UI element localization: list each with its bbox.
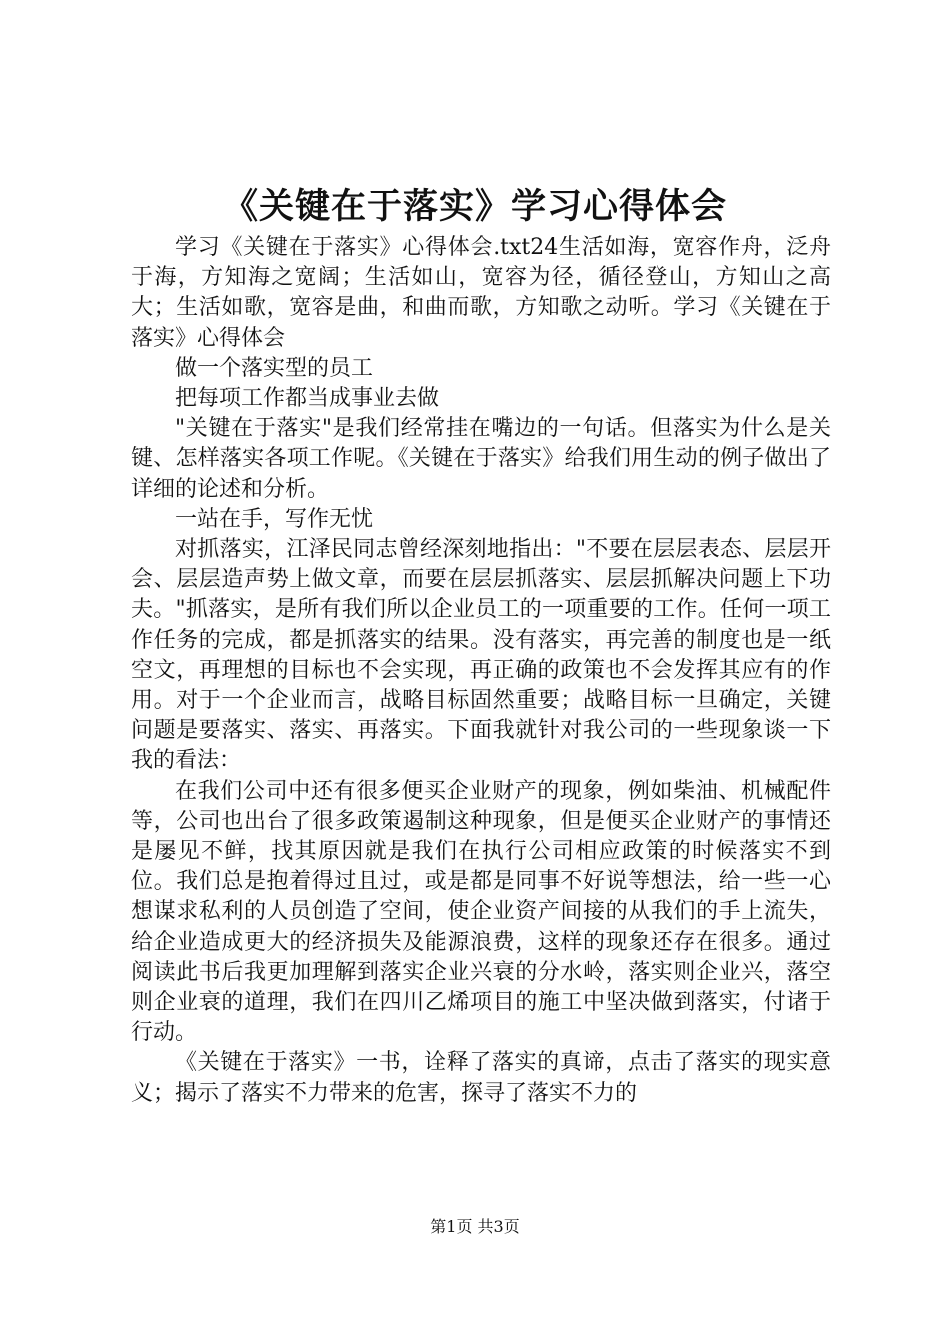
paragraph-intro: 学习《关键在于落实》心得体会.txt24生活如海，宽容作舟，泛舟于海，方知海之宽阔；生活如山，宽容为径，循径登山，方知山之高大；生活如歌，宽容是曲，和曲而歌，方知歌之动听。学习《关键在于落实》心得体会 [131,235,831,351]
paragraph-heading-employee: 做一个落实型的员工 [175,355,374,381]
paragraph-slogan: 一站在手，写作无忧 [175,506,374,532]
document-body [131,233,831,1109]
paragraph-heading-career: 把每项工作都当成事业去做 [175,386,440,412]
page-footer: 第1页 共3页 [430,1217,520,1236]
document-title: 《关键在于落实》学习心得体会 [222,187,727,227]
paragraph-book-summary: 《关键在于落实》一书，诠释了落实的真谛，点击了落实的现实意义；揭示了落实不力带来的危害，探寻了落实不力的 [131,1050,831,1106]
paragraph-company-phenomenon: 在我们公司中还有很多便买企业财产的现象，例如柴油、机械配件等，公司也出台了很多政策遏制这种现象，但是便买企业财产的事情还是屡见不鲜，找其原因就是我们在执行公司相应政策的时候落实不到位。我们总是抱着得过且过，或是都是同事不好说等想法，给一些一心想谋求私利的人员创造了空间，使企业资产间接的从我们的手上流失，给企业造成更大的经济损失及能源浪费，这样的现象还存在很多。通过阅读此书后我更加理解到落实企业兴衰的分水岭，落实则企业兴，落空则企业衰的道理，我们在四川乙烯项目的施工中坚决做到落实，付诸于行动。 [131,778,831,1046]
paragraph-quote: 对抓落实，江泽民同志曾经深刻地指出："不要在层层表态、层层开会、层层造声势上做文章，而要在层层抓落实、层层抓解决问题上下功夫。"抓落实，是所有我们所以企业员工的一项重要的工作。任何一项工作任务的完成，都是抓落实的结果。没有落实，再完善的制度也是一纸空文，再理想的目标也不会实现，再正确的政策也不会发挥其应有的作用。对于一个企业而言，战略目标固然重要；战略目标一旦确定，关键问题是要落实、落实、再落实。下面我就针对我公司的一些现象谈一下我的看法： [131,537,831,774]
paragraph-key-is-implementation: "关键在于落实"是我们经常挂在嘴边的一句话。但落实为什么是关键、怎样落实各项工作呢。《关键在于落实》给我们用生动的例子做出了详细的论述和分析。 [131,416,831,502]
